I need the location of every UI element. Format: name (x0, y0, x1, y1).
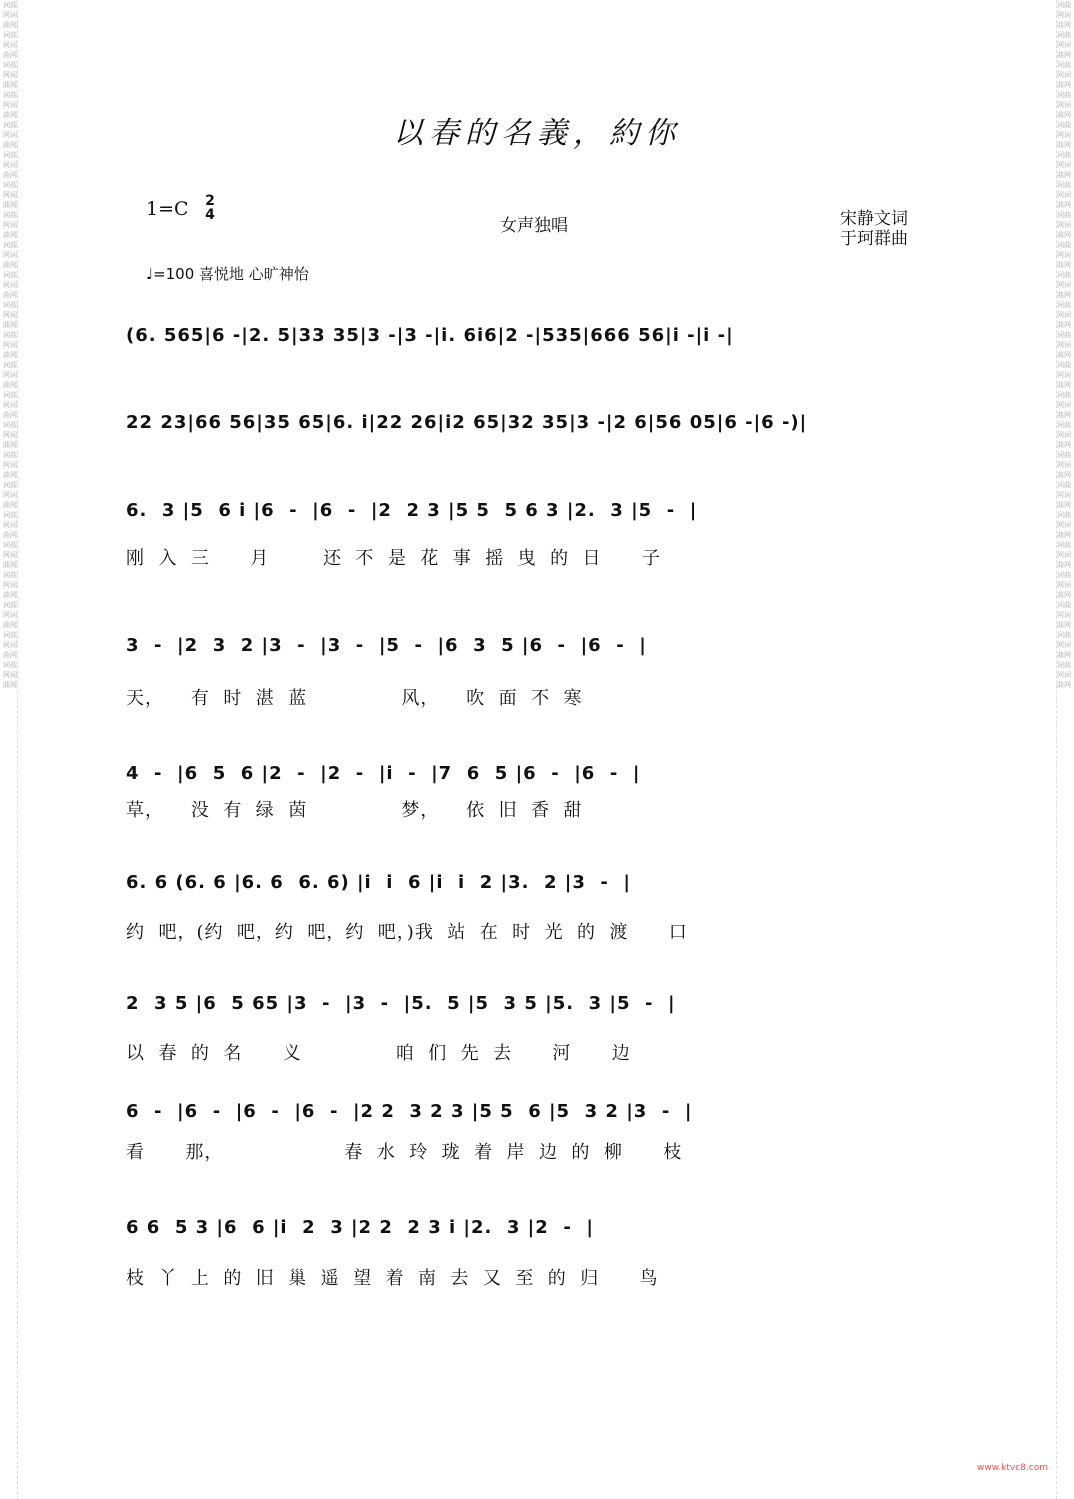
site-watermark: www.ktvc8.com (977, 1463, 1048, 1473)
notation-line-5: 4 - |6 5 6 |2 - |2 - |i - |7 6 5 |6 - |6 - | (126, 763, 641, 784)
lyric-line-5: 草， 没 有 绿 茵 梦， 依 旧 香 甜 (126, 800, 583, 821)
notation-line-8: 6 - |6 - |6 - |6 - |2 2 3 2 3 |5 5 6 |5 3 2 |3 - | (126, 1101, 693, 1122)
notation-line-2: 22 23|66 56|35 65|6. i|22 26|i2 65|32 35|3 -|2 6|56 05|6 -|6 -)| (126, 412, 808, 433)
notation-line-7: 2 3 5 |6 5 65 |3 - |3 - |5. 5 |5 3 5 |5. 3 |5 - | (126, 993, 676, 1014)
time-denominator: 4 (205, 207, 215, 223)
song-title: 以春的名義，約你 (393, 116, 681, 151)
performer-type: 女声独唱 (500, 216, 568, 236)
notation-line-3: 6. 3 |5 6 i |6 - |6 - |2 2 3 |5 5 5 6 3 |2. 3 |5 - | (126, 500, 698, 521)
lyric-line-4: 天， 有 时 湛 蓝 风， 吹 面 不 寒 (126, 688, 583, 709)
notation-line-4: 3 - |2 3 2 |3 - |3 - |5 - |6 3 5 |6 - |6 - | (126, 635, 647, 656)
lyric-line-7: 以 春 的 名 义 咱 们 先 去 河 边 (126, 1043, 631, 1064)
lyric-line-8: 看 那， 春 水 玲 珑 着 岸 边 的 柳 枝 (126, 1142, 683, 1163)
key-signature: 1=C (146, 198, 189, 220)
time-signature (203, 194, 217, 222)
notation-line-9: 6 6 5 3 |6 6 |i 2 3 |2 2 2 3 i |2. 3 |2 - | (126, 1217, 594, 1238)
notation-line-6: 6. 6 (6. 6 |6. 6 6. 6) |i i 6 |i i 2 |3. 2 |3 - | (126, 872, 631, 893)
time-numerator: 2 (205, 193, 215, 209)
lyricist-credit: 宋静文词 (840, 209, 908, 229)
lyric-line-9: 枝 丫 上 的 旧 巢 遥 望 着 南 去 又 至 的 归 鸟 (126, 1268, 659, 1289)
tempo-marking: ♩=100 喜悦地 心旷神怡 (146, 265, 309, 283)
left-watermark-strip: 词曲网词曲网词曲网词曲网词曲网词曲网词曲网词曲网词曲网词曲网词曲网词曲网词曲网词曲网词曲网词曲网词曲网词曲网词曲网词曲网词曲网词曲网词曲网词曲网词曲网词曲网词曲网词曲网词曲网词曲网词曲网词曲网词曲网词曲网词曲网词曲网词曲网词曲网词曲网词曲网词曲网词曲网词曲网词曲网词曲网词曲网 (3, 0, 18, 1499)
notation-line-1: (6. 565|6 -|2. 5|33 35|3 -|3 -|i. 6i6|2 -|535|666 56|i -|i -| (126, 325, 734, 346)
lyric-line-6: 约 吧，(约 吧，约 吧，约 吧，)我 站 在 时 光 的 渡 口 (126, 922, 688, 943)
composer-credit: 于珂群曲 (840, 229, 908, 249)
lyric-line-3: 刚 入 三 月 还 不 是 花 事 摇 曳 的 日 子 (126, 548, 661, 569)
right-watermark-strip: 词曲网词曲网词曲网词曲网词曲网词曲网词曲网词曲网词曲网词曲网词曲网词曲网词曲网词曲网词曲网词曲网词曲网词曲网词曲网词曲网词曲网词曲网词曲网词曲网词曲网词曲网词曲网词曲网词曲网词曲网词曲网词曲网词曲网词曲网词曲网词曲网词曲网词曲网词曲网词曲网词曲网词曲网词曲网词曲网词曲网词曲网 (1056, 0, 1071, 1499)
